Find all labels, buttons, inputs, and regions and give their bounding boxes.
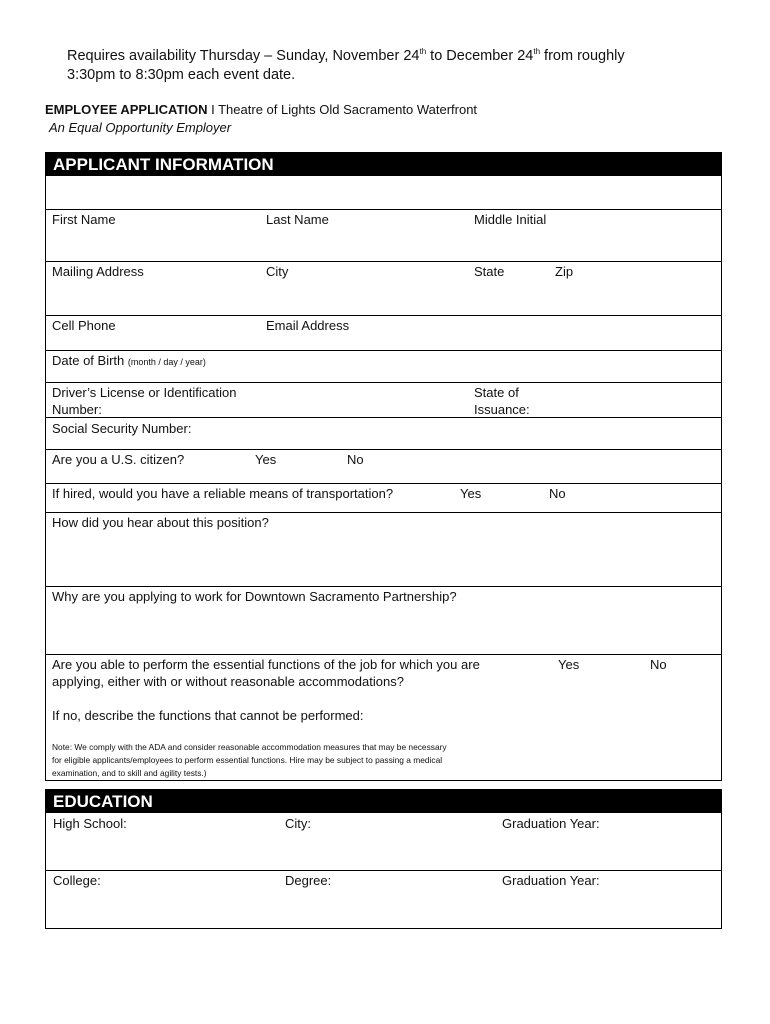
email-field[interactable]: Email Address bbox=[266, 318, 350, 333]
zip-field[interactable]: Zip bbox=[555, 264, 574, 279]
transportation-question: If hired, would you have a reliable means of transportation? bbox=[52, 486, 394, 501]
date-of-birth-label: Date of Birth bbox=[52, 353, 125, 368]
transportation-yes-option[interactable]: Yes bbox=[460, 486, 482, 501]
middle-initial-field[interactable]: Middle Initial bbox=[474, 212, 547, 227]
date-format-hint: (month / day / year) bbox=[127, 357, 206, 367]
row-divider bbox=[46, 261, 721, 262]
city-field[interactable]: City bbox=[266, 264, 289, 279]
availability-text: to December 24 bbox=[426, 48, 534, 64]
ada-note-text: examination, and to skill and agility tests.) bbox=[52, 768, 207, 778]
education-section bbox=[45, 789, 722, 929]
row-divider bbox=[46, 870, 721, 871]
first-name-field[interactable]: First Name bbox=[52, 212, 116, 227]
row-divider bbox=[46, 512, 721, 513]
ada-note-text: Note: We comply with the ADA and consider reasonable accommodation measures that may be necessary bbox=[52, 742, 447, 752]
row-divider bbox=[46, 417, 721, 418]
how-did-you-hear-field[interactable]: How did you hear about this position? bbox=[52, 515, 269, 530]
row-divider bbox=[46, 483, 721, 484]
high-school-graduation-year-field[interactable]: Graduation Year: bbox=[502, 816, 600, 831]
essential-yes-option[interactable]: Yes bbox=[558, 657, 580, 672]
essential-functions-text: Are you able to perform the essential functions of the job for which you are bbox=[52, 657, 480, 672]
degree-field[interactable]: Degree: bbox=[285, 873, 332, 888]
availability-note bbox=[67, 47, 707, 85]
row-divider bbox=[46, 209, 721, 210]
last-name-field[interactable]: Last Name bbox=[266, 212, 329, 227]
license-number-field[interactable] bbox=[52, 384, 237, 418]
mailing-address-field[interactable]: Mailing Address bbox=[52, 264, 144, 279]
state-field[interactable]: State bbox=[474, 264, 505, 279]
high-school-field[interactable]: High School: bbox=[53, 816, 127, 831]
high-school-city-field[interactable]: City: bbox=[285, 816, 311, 831]
state-issuance-label: State of bbox=[474, 385, 519, 400]
license-label: Driver’s License or Identification bbox=[52, 385, 237, 400]
citizen-yes-option[interactable]: Yes bbox=[255, 452, 277, 467]
section-header-education: EDUCATION bbox=[46, 790, 721, 813]
ordinal-suffix: th bbox=[419, 47, 427, 56]
row-divider bbox=[46, 586, 721, 587]
citizen-no-option[interactable]: No bbox=[347, 452, 364, 467]
license-label: Number: bbox=[52, 402, 102, 417]
citizen-question: Are you a U.S. citizen? bbox=[52, 452, 185, 467]
cannot-perform-functions-field[interactable]: If no, describe the functions that cannot be performed: bbox=[52, 708, 364, 723]
essential-no-option[interactable]: No bbox=[650, 657, 667, 672]
row-divider bbox=[46, 382, 721, 383]
state-issuance-label: Issuance: bbox=[474, 402, 530, 417]
college-graduation-year-field[interactable]: Graduation Year: bbox=[502, 873, 600, 888]
ordinal-suffix: th bbox=[533, 47, 541, 56]
row-divider bbox=[46, 654, 721, 655]
availability-text: Requires availability Thursday – Sunday, November 24 bbox=[67, 48, 420, 64]
essential-functions-question bbox=[52, 656, 480, 690]
state-of-issuance-field[interactable] bbox=[474, 384, 530, 418]
cell-phone-field[interactable]: Cell Phone bbox=[52, 318, 116, 333]
date-of-birth-field[interactable] bbox=[52, 352, 206, 371]
application-title-bold: EMPLOYEE APPLICATION bbox=[45, 102, 208, 117]
application-title bbox=[45, 102, 477, 117]
availability-text: from roughly bbox=[540, 48, 625, 64]
applicant-information-section bbox=[45, 152, 722, 781]
ada-note-text: for eligible applicants/employees to perform essential functions. Hire may be subject to passing a medical bbox=[52, 755, 443, 765]
row-divider bbox=[46, 350, 721, 351]
application-title-rest: I Theatre of Lights Old Sacramento Waterfront bbox=[207, 102, 478, 117]
ada-note bbox=[52, 741, 447, 780]
ssn-field[interactable]: Social Security Number: bbox=[52, 421, 192, 436]
row-divider bbox=[46, 315, 721, 316]
row-divider bbox=[46, 449, 721, 450]
essential-functions-text: applying, either with or without reasonable accommodations? bbox=[52, 674, 404, 689]
why-applying-field[interactable]: Why are you applying to work for Downtown Sacramento Partnership? bbox=[52, 589, 457, 604]
availability-hours: 3:30pm to 8:30pm each event date. bbox=[67, 67, 296, 83]
section-header-applicant: APPLICANT INFORMATION bbox=[46, 153, 721, 176]
college-field[interactable]: College: bbox=[53, 873, 101, 888]
equal-opportunity-statement: An Equal Opportunity Employer bbox=[49, 120, 232, 135]
transportation-no-option[interactable]: No bbox=[549, 486, 566, 501]
